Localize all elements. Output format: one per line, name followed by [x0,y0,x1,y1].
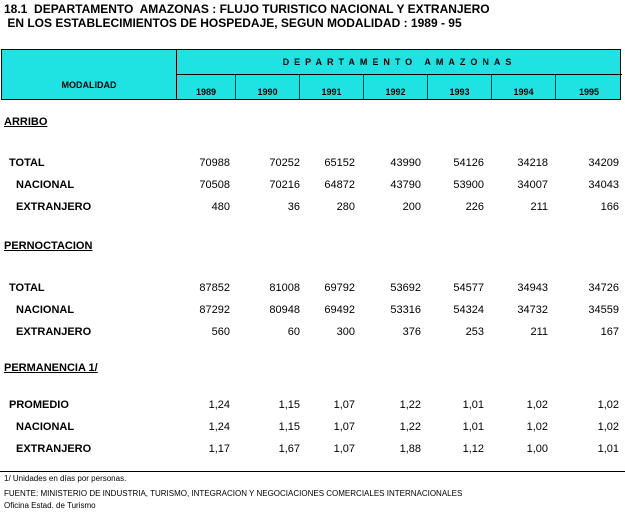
department-header: DEPARTAMENTO AMAZONAS [176,50,622,75]
table-cell: 1,02 [526,421,548,433]
table-cell: 70988 [199,157,230,169]
table-cell: 167 [600,326,619,338]
year-header-1993: 1993 [427,75,491,99]
table-row [0,304,625,318]
modalidad-header: MODALIDAD [61,80,117,90]
section-title-arribo: ARRIBO [4,116,48,128]
table-cell: 1,07 [333,443,355,455]
table-cell: 1,15 [278,399,300,411]
year-header-1991: 1991 [299,75,363,99]
row-label: EXTRANJERO [16,443,92,455]
row-label: EXTRANJERO [16,326,92,338]
row-label: TOTAL [9,157,45,169]
table-cell: 200 [402,201,421,213]
table-cell: 34209 [588,157,619,169]
table-cell: 69492 [324,304,355,316]
row-label: PROMEDIO [9,399,69,411]
table-cell: 560 [211,326,230,338]
table-cell: 166 [600,201,619,213]
table-cell: 54577 [453,282,484,294]
table-cell: 376 [402,326,421,338]
table-cell: 480 [211,201,230,213]
table-cell: 253 [465,326,484,338]
table-cell: 1,22 [399,399,421,411]
table-cell: 53900 [453,179,484,191]
table-cell: 70252 [269,157,300,169]
table-cell: 87292 [199,304,230,316]
table-cell: 70508 [199,179,230,191]
table-cell: 34726 [588,282,619,294]
table-header [1,49,621,100]
row-label: TOTAL [9,282,45,294]
table-cell: 1,07 [333,399,355,411]
table-cell: 54126 [453,157,484,169]
table-cell: 1,12 [462,443,484,455]
table-cell: 34043 [588,179,619,191]
table-cell: 1,15 [278,421,300,433]
table-cell: 211 [530,326,548,338]
table-cell: 1,02 [526,399,548,411]
row-label: NACIONAL [16,304,75,316]
table-cell: 34943 [517,282,548,294]
table-cell: 34559 [588,304,619,316]
table-cell: 280 [336,201,355,213]
table-cell: 34218 [517,157,548,169]
table-cell: 1,17 [208,443,230,455]
table-cell: 1,01 [462,421,484,433]
table-cell: 34732 [517,304,548,316]
table-cell: 1,01 [597,443,619,455]
table-cell: 36 [287,201,300,213]
year-header-1990: 1990 [235,75,299,99]
table-cell: 1,01 [462,399,484,411]
table-cell: 226 [465,201,484,213]
table-cell: 65152 [324,157,355,169]
table-cell: 87852 [199,282,230,294]
table-title-line2: EN LOS ESTABLECIMIENTOS DE HOSPEDAJE, SEGUN MODALIDAD : 1989 - 95 [4,16,462,30]
year-header-1994: 1994 [491,75,555,99]
row-label: EXTRANJERO [16,201,92,213]
table-cell: 1,22 [399,421,421,433]
source-note: FUENTE: MINISTERIO DE INDUSTRIA, TURISMO, INTEGRACION Y NEGOCIACIONES COMERCIALES INTERNACIONALES [4,489,463,498]
table-cell: 1,88 [399,443,421,455]
table-cell: 43790 [390,179,421,191]
section-title-pernoctacion: PERNOCTACION [4,240,93,252]
table-cell: 80948 [269,304,300,316]
table-cell: 211 [530,201,548,213]
table-cell: 300 [336,326,355,338]
table-cell: 69792 [324,282,355,294]
section-title-permanencia: PERMANENCIA 1/ [4,362,98,374]
table-row [0,399,625,413]
table-cell: 1,00 [526,443,548,455]
table-cell: 1,02 [597,399,619,411]
table-cell: 34007 [517,179,548,191]
table-cell: 1,24 [208,399,230,411]
table-cell: 1,67 [278,443,300,455]
table-cell: 43990 [390,157,421,169]
footnote: 1/ Unidades en días por personas. [4,474,127,483]
table-cell: 60 [287,326,300,338]
table-cell: 1,07 [333,421,355,433]
year-header-1992: 1992 [363,75,427,99]
table-row [0,157,625,171]
table-cell: 70216 [269,179,300,191]
table-row [0,443,625,457]
table-cell: 64872 [324,179,355,191]
table-cell: 54324 [453,304,484,316]
row-label: NACIONAL [16,179,75,191]
source-office: Oficina Estad. de Turismo [4,501,96,510]
table-title-line1: 18.1 DEPARTAMENTO AMAZONAS : FLUJO TURISTICO NACIONAL Y EXTRANJERO [4,2,490,16]
table-row [0,179,625,193]
table-row [0,282,625,296]
table-row [0,201,625,215]
row-label: NACIONAL [16,421,75,433]
table-cell: 1,24 [208,421,230,433]
table-cell: 1,02 [597,421,619,433]
table-cell: 53692 [390,282,421,294]
year-header-1989: 1989 [176,75,235,99]
table-cell: 53316 [390,304,421,316]
table-row [0,421,625,435]
table-cell: 81008 [269,282,300,294]
year-header-1995: 1995 [555,75,622,99]
footer-divider [0,471,625,472]
table-row [0,326,625,340]
